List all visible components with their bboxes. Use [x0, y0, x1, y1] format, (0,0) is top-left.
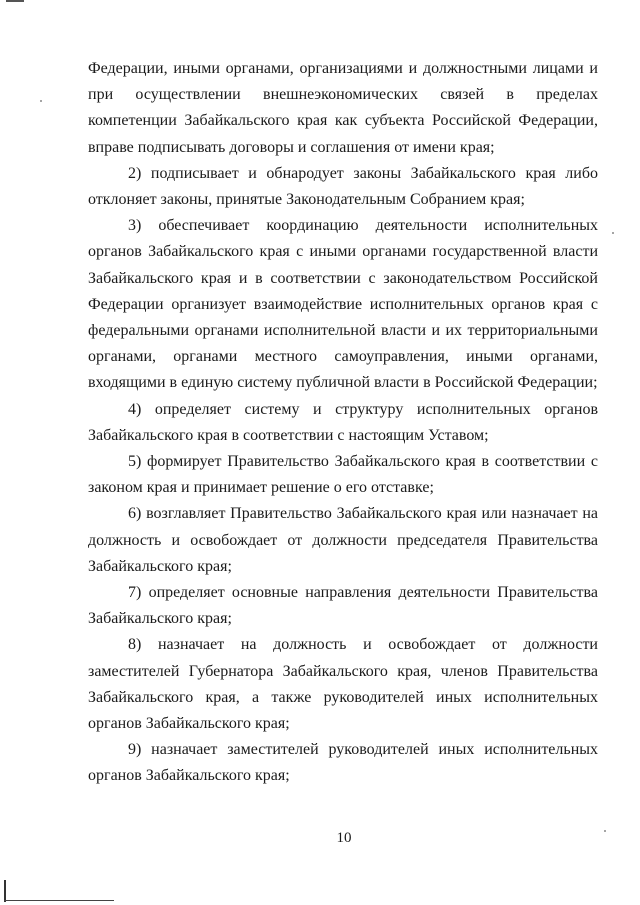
- paragraph-5: 5) формирует Правительство Забайкальского края в соответствии с законом края и принимает решение о его отставке;: [88, 453, 598, 497]
- scan-artifact-top: [6, 0, 24, 2]
- paragraph-6: 6) возглавляет Правительство Забайкальского края или назначает на должность и освобождает от должности председателя Правительства Забайкальского края;: [88, 505, 598, 575]
- paragraph-1: Федерации, иными органами, организациями и должностными лицами и при осуществлении внешнеэкономических связей в пределах компетенции Забайкальского края как субъекта Российской Федерации, вправе подписывать договоры и соглашения от имени края;: [88, 60, 598, 156]
- scan-speck: [612, 232, 614, 234]
- paragraph-9: 9) назначает заместителей руководителей иных исполнительных органов Забайкальского края;: [88, 741, 598, 785]
- paragraph-8: 8) назначает на должность и освобождает от должности заместителей Губернатора Забайкальского края, членов Правительства Забайкальского края, а также руководителей иных исполнительных органов Забайкальского края;: [88, 636, 598, 733]
- scan-speck: [604, 830, 606, 832]
- paragraph-2: 2) подписывает и обнародует законы Забайкальского края либо отклоняет законы, принятые Законодательным Собранием края;: [88, 164, 598, 209]
- paragraph-4: 4) определяет систему и структуру исполнительных органов Забайкальского края в соответствии с настоящим Уставом;: [88, 400, 598, 444]
- paragraph-7: 7) определяет основные направления деятельности Правительства Забайкальского края;: [88, 584, 598, 628]
- scan-speck: [40, 100, 42, 102]
- page-number: 10: [336, 830, 352, 846]
- document-body: [88, 56, 598, 790]
- scan-artifact-bottom-horizontal: [4, 900, 114, 901]
- scan-artifact-bottom-vertical: [4, 880, 6, 902]
- paragraph-3: 3) обеспечивает координацию деятельности исполнительных органов Забайкальского края с иными органами государственной власти Забайкальского края и в соответствии с законодательством Российской Федерации организует взаимодействие исполнительных органов края с федеральными органами исполнительной власти и их территориальными органами, органами местного самоуправления, иными органами, входящими в единую систему публичной власти в Российской Федерации;: [88, 217, 598, 392]
